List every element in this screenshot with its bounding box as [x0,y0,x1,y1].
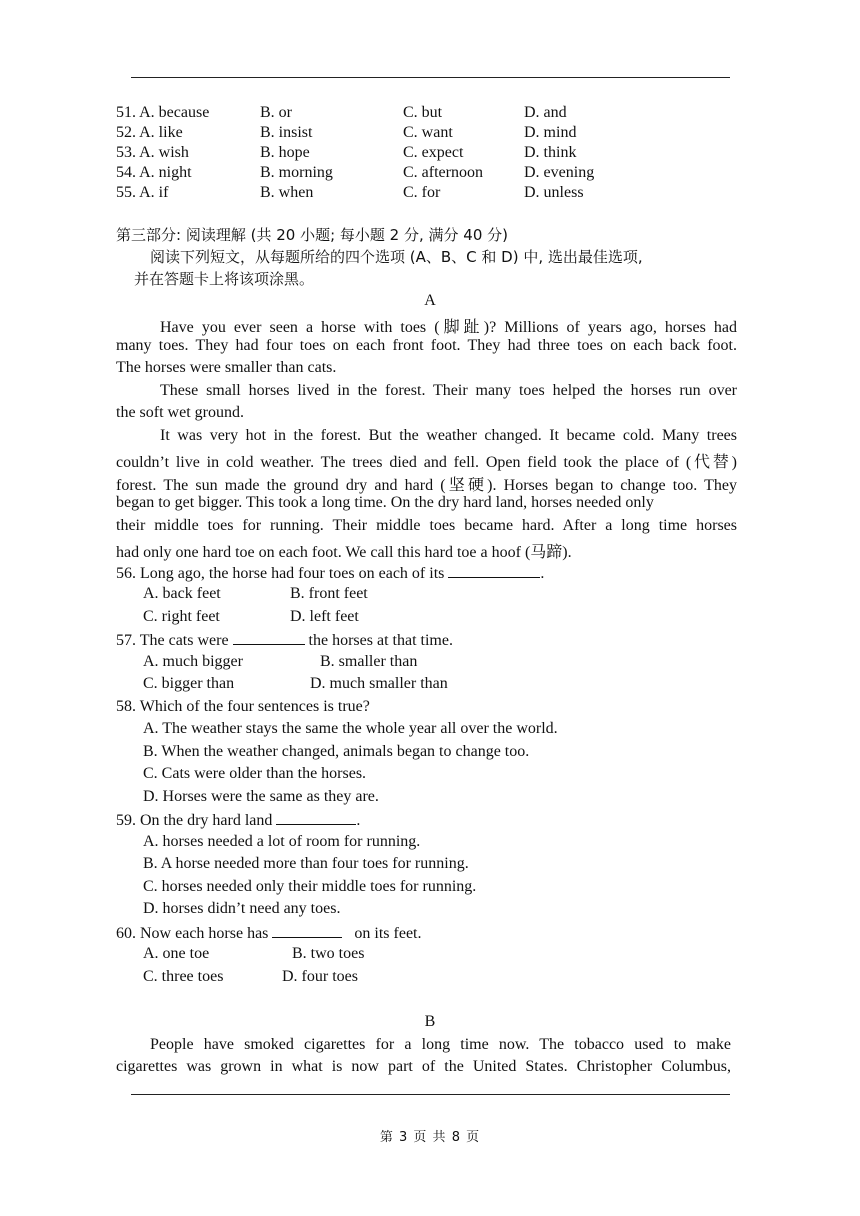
q58-option-a: A. The weather stays the same the whole year all over the world. [143,720,558,737]
question-59: 59. On the dry hard land . [116,812,361,829]
option-cell: 52. A. like [116,124,183,141]
q58-option-b: B. When the weather changed, animals began to change too. [143,743,530,760]
option-cell: D. unless [524,184,584,201]
passage-a-line: the soft wet ground. [116,404,244,421]
question-56: 56. Long ago, the horse had four toes on each of its . [116,565,545,582]
q57-option-b: B. smaller than [320,653,418,670]
q59-option-a: A. horses needed a lot of room for running. [143,833,421,850]
option-cell: C. expect [403,144,464,161]
q60-option-c: C. three toes [143,968,224,985]
q59-option-b: B. A horse needed more than four toes for running. [143,855,469,872]
passage-a-line: their middle toes for running. Their middle toes became hard. After a long time horses [116,517,737,534]
passage-a-line: It was very hot in the forest. But the weather changed. It became cold. Many trees [160,427,737,444]
q56-option-d: D. left feet [290,608,359,625]
footer-rule [131,1094,730,1095]
q57-option-d: D. much smaller than [310,675,448,692]
q60-option-a: A. one toe [143,945,210,962]
passage-a-label: A [424,292,436,309]
option-cell: D. mind [524,124,577,141]
option-cell: B. when [260,184,314,201]
option-cell: C. but [403,104,443,121]
question-58: 58. Which of the four sentences is true? [116,698,370,715]
option-row [116,143,624,163]
question-59-stem: 59. On the dry hard land [116,812,273,829]
option-cell: 54. A. night [116,164,192,181]
q57-option-c: C. bigger than [143,675,235,692]
answer-blank [448,563,540,578]
q60-option-d: D. four toes [282,968,358,985]
option-cell: B. morning [260,164,333,181]
option-cell: B. or [260,104,292,121]
question-57-stem: 57. The cats were [116,632,229,649]
question-57 [116,630,453,650]
option-cell: C. for [403,184,441,201]
q60-option-b: B. two toes [292,945,365,962]
q59-option-d: D. horses didn’t need any toes. [143,900,341,917]
option-cell: 53. A. wish [116,144,189,161]
question-57-stem-end: the horses at that time. [308,632,453,649]
option-cell: B. hope [260,144,310,161]
option-cell: D. think [524,144,577,161]
q56-option-a: A. back feet [143,585,221,602]
option-cell: D. and [524,104,567,121]
passage-a-line: Have you ever seen a horse with toes (脚趾)? Millions of years ago, horses had [160,319,737,336]
option-row [116,163,624,183]
option-cell: C. afternoon [403,164,483,181]
question-56-stem: 56. Long ago, the horse had four toes on each of its [116,565,445,582]
passage-a-line: forest. The sun made the ground dry and hard (坚硬). Horses began to change too. They [116,477,737,494]
passage-b-line: People have smoked cigarettes for a long time now. The tobacco used to make [150,1036,731,1053]
q57-option-a: A. much bigger [143,653,243,670]
page-number: 第 3 页 共 8 页 [379,1130,481,1145]
q58-option-d: D. Horses were the same as they are. [143,788,379,805]
q58-option-c: C. Cats were older than the horses. [143,765,367,782]
question-60-stem-end: on its feet. [354,925,422,942]
option-row [116,103,624,123]
passage-a-line: began to get bigger. This took a long time. On the dry hard land, horses needed only [116,494,654,511]
section3-instruction-cont: 并在答题卡上将该项涂黑。 [134,270,315,288]
q59-option-c: C. horses needed only their middle toes for running. [143,878,477,895]
option-row [116,183,624,203]
header-rule [131,77,730,78]
section3-heading: 第三部分: 阅读理解 (共 20 小题; 每小题 2 分, 满分 40 分) [116,226,508,244]
section3-instruction: 阅读下列短文，从每题所给的四个选项 (A、B、C 和 D) 中, 选出最佳选项, [150,248,643,266]
passage-a-line: These small horses lived in the forest. Their many toes helped the horses run over [160,382,737,399]
answer-blank [272,923,342,938]
answer-blank [233,630,305,645]
option-cell: C. want [403,124,453,141]
option-cell: 55. A. if [116,184,169,201]
passage-b-line: cigarettes was grown in what is now part of the United States. Christopher Columbus, [116,1058,731,1075]
passage-b-label: B [424,1013,436,1030]
cloze-options [116,103,624,203]
answer-blank [276,810,356,825]
passage-a-line: many toes. They had four toes on each front foot. They had three toes on each back foot. [116,337,737,354]
passage-a-line: had only one hard toe on each foot. We call this hard toe a hoof (马蹄). [116,544,572,561]
passage-a-line: couldn’t live in cold weather. The trees died and fell. Open field took the place of (代替) [116,454,737,471]
question-60 [116,923,422,943]
q56-option-c: C. right feet [143,608,220,625]
option-cell: B. insist [260,124,313,141]
q56-option-b: B. front feet [290,585,368,602]
passage-a-line: The horses were smaller than cats. [116,359,337,376]
option-cell: D. evening [524,164,595,181]
option-row [116,123,624,143]
question-60-stem: 60. Now each horse has [116,925,269,942]
option-cell: 51. A. because [116,104,210,121]
